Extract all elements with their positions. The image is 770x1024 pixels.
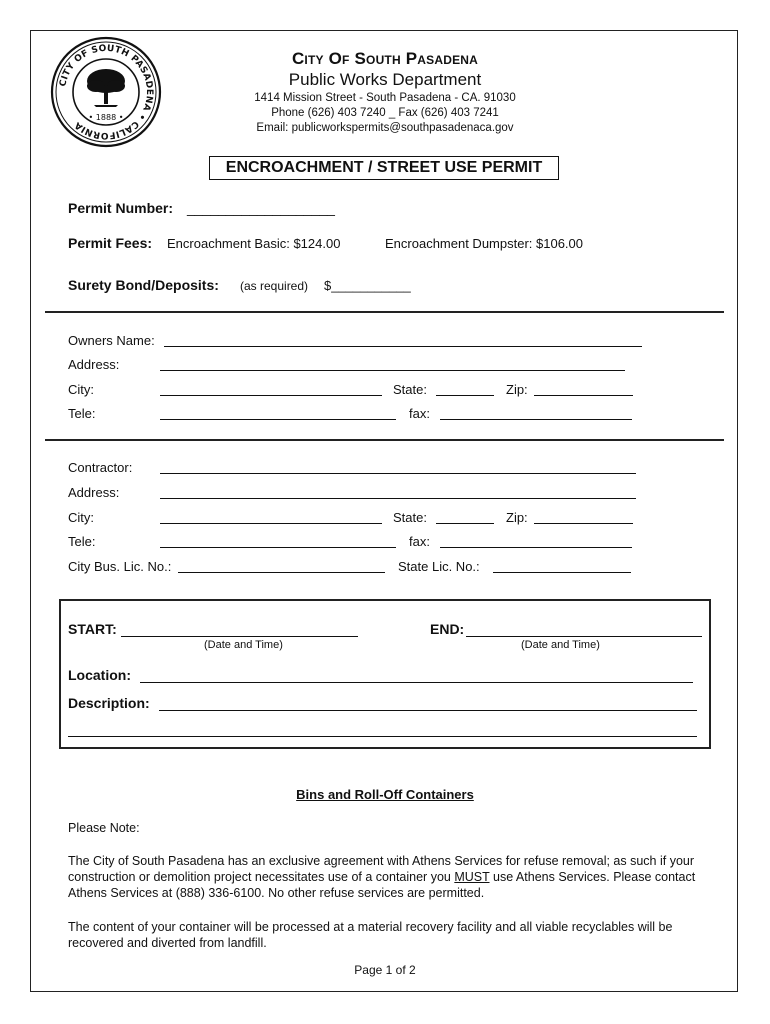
contractor-zip-label: Zip: xyxy=(506,510,528,525)
location-field[interactable] xyxy=(140,682,693,683)
contractor-fax-field[interactable] xyxy=(440,547,632,548)
city-name: City Of South Pasadena xyxy=(291,49,479,68)
state-license-label: State Lic. No.: xyxy=(398,559,480,574)
surety-amount-field[interactable]: $___________ xyxy=(324,278,411,293)
city-seal-icon xyxy=(50,36,162,148)
owner-zip-label: Zip: xyxy=(506,382,528,397)
seal-ring-text: CITY OF SOUTH PASADENA • CALIFORNIA xyxy=(58,43,155,141)
contractor-zip-field[interactable] xyxy=(534,523,633,524)
contractor-city-label: City: xyxy=(68,510,94,525)
end-label: END: xyxy=(430,621,465,637)
contractor-tele-field[interactable] xyxy=(160,547,396,548)
contractor-fax-label: fax: xyxy=(409,534,430,549)
owner-fax-field[interactable] xyxy=(440,419,632,420)
owner-tele-label: Tele: xyxy=(68,406,96,421)
start-date-field[interactable] xyxy=(121,636,358,637)
fee-basic: Encroachment Basic: $124.00 xyxy=(167,236,341,251)
department-name: Public Works Department xyxy=(288,70,482,89)
contractor-tele-label: Tele: xyxy=(68,534,96,549)
seal-year: • 1888 • xyxy=(88,113,124,122)
start-date-hint: (Date and Time) xyxy=(204,639,283,651)
contractor-address-field[interactable] xyxy=(160,498,636,499)
location-label: Location: xyxy=(68,667,131,683)
owner-zip-field[interactable] xyxy=(534,395,633,396)
athens-services-paragraph xyxy=(68,853,708,901)
schedule-box xyxy=(59,599,711,749)
street-address: 1414 Mission Street - South Pasadena - CA. 91030 xyxy=(254,92,516,104)
surety-note: (as required) xyxy=(240,279,309,293)
owner-address-label: Address: xyxy=(68,357,120,372)
email-address: Email: publicworkspermits@southpasadenaca.gov xyxy=(256,122,514,134)
owner-state-field[interactable] xyxy=(436,395,494,396)
athens-text-part-2: use Athens Services. Please contact Athens Services at (888) 336-6100. No other refuse services are permitted. xyxy=(68,870,696,900)
phone-fax: Phone (626) 403 7240 _ Fax (626) 403 7241 xyxy=(271,107,499,119)
contractor-state-field[interactable] xyxy=(436,523,494,524)
start-label: START: xyxy=(68,621,117,637)
recycling-paragraph: The content of your container will be processed at a material recovery facility and all viable recyclables will be recovered and diverted from landfill. xyxy=(68,920,673,950)
permit-fees-label: Permit Fees: xyxy=(68,235,153,251)
description-field[interactable] xyxy=(159,710,697,711)
page-number: Page 1 of 2 xyxy=(354,963,416,977)
owner-tele-field[interactable] xyxy=(160,419,396,420)
permit-number-field[interactable]: ___________________ xyxy=(187,200,335,216)
contractor-address-label: Address: xyxy=(68,485,120,500)
description-field-line-2[interactable] xyxy=(68,736,697,737)
contractor-label: Contractor: xyxy=(68,460,133,475)
contractor-city-field[interactable] xyxy=(160,523,382,524)
contractor-name-field[interactable] xyxy=(160,473,636,474)
owner-state-label: State: xyxy=(393,382,427,397)
end-date-hint: (Date and Time) xyxy=(521,639,600,651)
section-divider xyxy=(45,311,724,313)
surety-label: Surety Bond/Deposits: xyxy=(68,277,219,293)
owner-name-field[interactable] xyxy=(164,346,642,347)
please-note-label: Please Note: xyxy=(68,821,140,835)
owner-name-label: Owners Name: xyxy=(68,333,155,348)
athens-text-part-1: The City of South Pasadena has an exclusive agreement with Athens Services for refuse removal; as such if your construction or demolition project necessitates use of a container you xyxy=(68,854,695,884)
state-license-field[interactable] xyxy=(493,572,631,573)
owner-fax-label: fax: xyxy=(409,406,430,421)
owner-city-label: City: xyxy=(68,382,94,397)
owner-address-field[interactable] xyxy=(160,370,625,371)
fee-dumpster: Encroachment Dumpster: $106.00 xyxy=(385,236,583,251)
bins-heading: Bins and Roll-Off Containers xyxy=(296,787,474,802)
form-title: ENCROACHMENT / STREET USE PERMIT xyxy=(209,156,559,180)
business-license-label: City Bus. Lic. No.: xyxy=(68,559,172,574)
contractor-state-label: State: xyxy=(393,510,427,525)
business-license-field[interactable] xyxy=(178,572,385,573)
description-label: Description: xyxy=(68,695,150,711)
permit-number-label: Permit Number: xyxy=(68,200,174,216)
owner-city-field[interactable] xyxy=(160,395,382,396)
must-emphasis: MUST xyxy=(454,870,490,884)
end-date-field[interactable] xyxy=(466,636,702,637)
section-divider xyxy=(45,439,724,441)
